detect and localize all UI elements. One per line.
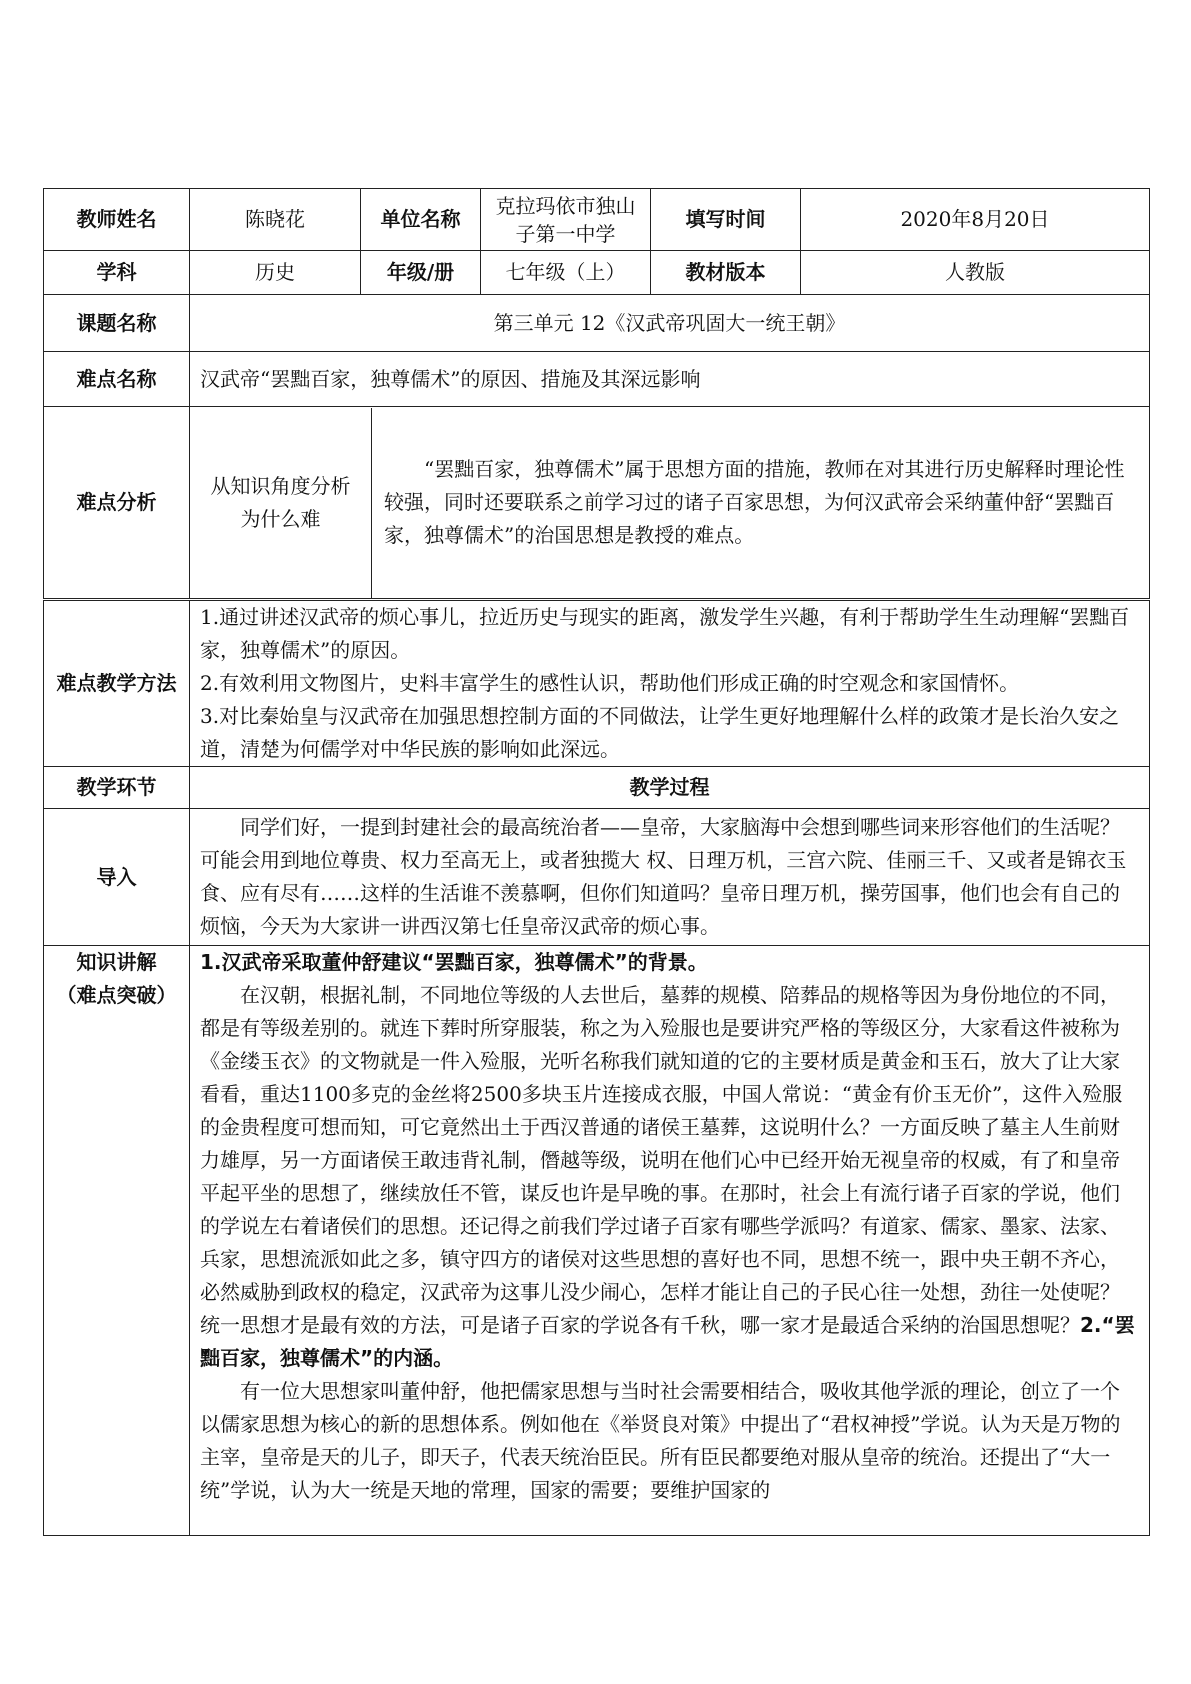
- method-item: 2.有效利用文物图片，史料丰富学生的感性认识，帮助他们形成正确的时空观念和家国情怀。: [200, 671, 1020, 695]
- grade-value: 七年级（上）: [481, 251, 651, 295]
- analysis-sub-label: 从知识角度分析为什么难: [190, 408, 372, 598]
- process-value: 教学过程: [190, 767, 1150, 809]
- analysis-text: “罢黜百家，独尊儒术”属于思想方面的措施，教师在对其进行历史解释时理论性较强，同时还要联系之前学习过的诸子百家思想，为何汉武帝会采纳董仲舒“罢黜百家，独尊儒术”的治国思想是教授的难点。: [384, 457, 1125, 547]
- method-item: 1.通过讲述汉武帝的烦心事儿，拉近历史与现实的距离，激发学生兴趣，有利于帮助学生生动理解“罢黜百家，独尊儒术”的原因。: [200, 605, 1130, 662]
- topic-value: 第三单元 12《汉武帝巩固大一统王朝》: [190, 295, 1150, 352]
- method-item: 3.对比秦始皇与汉武帝在加强思想控制方面的不同做法，让学生更好地理解什么样的政策才是长治久安之道，清楚为何儒学对中华民族的影响如此深远。: [200, 704, 1120, 761]
- methods-label: 难点教学方法: [44, 600, 190, 767]
- date-label: 填写时间: [651, 189, 801, 251]
- intro-text: 同学们好，一提到封建社会的最高统治者——皇帝，大家脑海中会想到哪些词来形容他们的生活呢？可能会用到地位尊贵、权力至高无上，或者独揽大 权、日理万机，三宫六院、佳丽三千、又或者是锦衣玉食、应有尽有……这样的生活谁不羡慕啊，但你们知道吗？皇帝日理万机，操劳国事，他们也会有自己的烦恼，今天为大家讲一讲西汉第七任皇帝汉武帝的烦心事。: [200, 815, 1127, 938]
- teacher-value: 陈晓花: [190, 189, 361, 251]
- row-intro: [44, 809, 1150, 946]
- intro-label: 导入: [44, 809, 190, 946]
- methods-list: [190, 600, 1150, 767]
- knowledge-heading-2: 2.“罢黜百家，独尊儒术”的内涵。: [200, 1313, 1135, 1370]
- row-subject: [44, 251, 1150, 295]
- row-methods: [44, 600, 1150, 767]
- grade-label: 年级/册: [361, 251, 481, 295]
- analysis-label: 难点分析: [44, 407, 190, 600]
- subject-value: 历史: [190, 251, 361, 295]
- difficulty-value: 汉武帝“罢黜百家，独尊儒术”的原因、措施及其深远影响: [190, 352, 1150, 407]
- lesson-plan-table: [43, 188, 1150, 1536]
- row-difficulty: [44, 352, 1150, 407]
- knowledge-paragraph-2: 有一位大思想家叫董仲舒，他把儒家思想与当时社会需要相结合，吸收其他学派的理论，创立了一个以儒家思想为核心的新的思想体系。例如他在《举贤良对策》中提出了“君权神授”学说。认为天是万物的主宰，皇帝是天的儿子，即天子，代表天统治臣民。所有臣民都要绝对服从皇帝的统治。还提出了“大一统”学说，认为大一统是天地的常理，国家的需要；要维护国家的: [200, 1379, 1121, 1502]
- knowledge-heading-1: 1.汉武帝采取董仲舒建议“罢黜百家，独尊儒术”的背景。: [200, 950, 708, 974]
- row-process-header: [44, 767, 1150, 809]
- date-value: 2020年8月20日: [801, 189, 1150, 251]
- edition-value: 人教版: [801, 251, 1150, 295]
- row-teacher: [44, 189, 1150, 251]
- subject-label: 学科: [44, 251, 190, 295]
- topic-label: 课题名称: [44, 295, 190, 352]
- analysis-inner: [190, 408, 1149, 598]
- knowledge-paragraph-1: 在汉朝，根据礼制，不同地位等级的人去世后，墓葬的规模、陪葬品的规格等因为身份地位的不同，都是有等级差别的。就连下葬时所穿服装，称之为入殓服也是要讲究严格的等级区分，大家看这件被称为《金缕玉衣》的文物就是一件入殓服，光听名称我们就知道的它的主要材质是黄金和玉石，放大了让大家看看，重达1100多克的金丝将2500多块玉片连接成衣服，中国人常说：“黄金有价玉无价”，这件入殓服的金贵程度可想而知，可它竟然出土于西汉普通的诸侯王墓葬，这说明什么？一方面反映了墓主人生前财力雄厚，另一方面诸侯王敢违背礼制，僭越等级，说明在他们心中已经开始无视皇帝的权威，有了和皇帝平起平坐的思想了，继续放任不管，谋反也许是早晚的事。在那时，社会上有流行诸子百家的学说，他们的学说左右着诸侯们的思想。还记得之前我们学过诸子百家有哪些学派吗？有道家、儒家、墨家、法家、兵家，思想流派如此之多，镇守四方的诸侯对这些思想的喜好也不同，思想不统一，跟中央王朝不齐心，必然威胁到政权的稳定，汉武帝为这事儿没少闹心，怎样才能让自己的子民心往一处想，劲往一处使呢？统一思想才是最有效的方法，可是诸子百家的学说各有千秋，哪一家才是最适合采纳的治国思想呢？: [200, 983, 1123, 1337]
- row-topic: [44, 295, 1150, 352]
- knowledge-sub-label: （难点突破）: [56, 983, 177, 1007]
- difficulty-label: 难点名称: [44, 352, 190, 407]
- unit-value: 克拉玛依市独山子第一中学: [481, 189, 651, 251]
- row-analysis: [44, 407, 1150, 600]
- row-knowledge: [44, 946, 1150, 1536]
- unit-label: 单位名称: [361, 189, 481, 251]
- knowledge-label: 知识讲解: [76, 950, 157, 974]
- edition-label: 教材版本: [651, 251, 801, 295]
- process-label: 教学环节: [44, 767, 190, 809]
- teacher-label: 教师姓名: [44, 189, 190, 251]
